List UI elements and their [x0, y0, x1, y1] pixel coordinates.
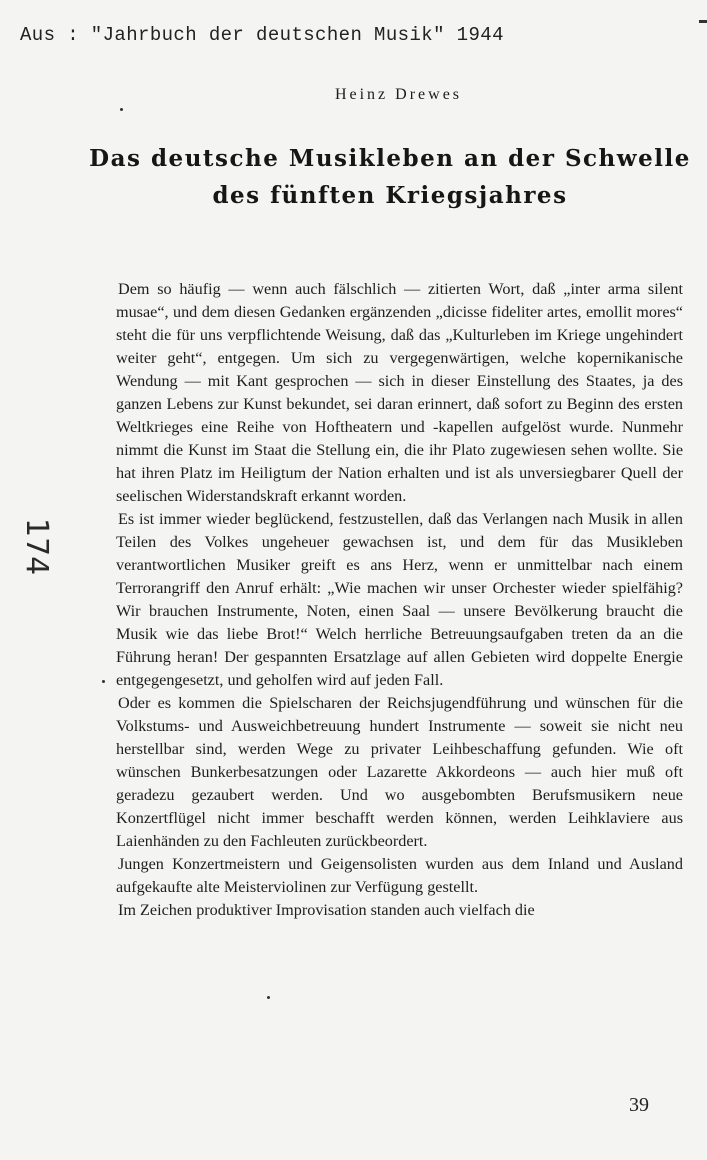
paragraph-5: Im Zeichen produktiver Improvisation standen auch vielfach die [118, 901, 535, 919]
author-name: Heinz Drewes [334, 86, 463, 103]
scan-speck [267, 996, 270, 999]
paragraph-3: Oder es kommen die Spielscharen der Reichsjugendführung und wünschen für die Volkstums- und Ausweichbetreuung hundert Instrumente — soweit sie nicht neu herstellbar sind, werden Wege zu privater Leihbeschaffung gefunden. Wie oft wünschen Bunkerbesatzungen oder Lazarette Akkordeons — auch hier muß oft geradezu gezaubert werden. Und wo ausgebombten Berufsmusikern neue Konzertflügel nicht immer beschafft werden können, werden Leihklaviere aus Laienhänden zu den Fachleuten zurückbeordert. [116, 694, 683, 850]
title-line-2: des fünften Kriegsjahres [212, 182, 568, 209]
scan-speck [102, 680, 105, 683]
scan-edge-mark [699, 20, 707, 23]
paragraph-2: Es ist immer wieder beglückend, festzustellen, daß das Verlangen nach Musik in allen Teilen des Volkes ungeheuer gewachsen ist, und dem für das Musikleben verantwortlichen Musiker greift es ans Herz, wenn er unmittelbar nach einem Terrorangriff den Anruf erhält: „Wie machen wir unser Orchester wieder spielfähig? Wir brauchen Instrumente, Noten, einen Saal — unsere Bevölkerung braucht die Musik wie das liebe Brot!“ Welch herrliche Betreuungsaufgaben treten da an die Führung heran! Der gespannten Ersatzlage auf allen Gebieten wird doppelte Energie entgegengesetzt, und geholfen wird auf jeden Fall. [116, 510, 683, 689]
handwritten-margin-note: 174 [19, 518, 54, 576]
article-title [80, 140, 700, 214]
article-body [116, 278, 683, 922]
source-header: Aus : "Jahrbuch der deutschen Musik" 1944 [20, 24, 504, 46]
paragraph-1: Dem so häufig — wenn auch fälschlich — zitierten Wort, daß „inter arma silent musae“, und dem diesen Gedanken ergänzenden „dicisse fideliter artes, emollit mores“ steht die für uns verpflichtende Weisung, daß das „Kulturleben im Kriege ungehindert weiter geht“, entgegen. Um sich zu vergegenwärtigen, welche kopernikanische Wendung — mit Kant gesprochen — sich in dieser Einstellung des Staates, ja des ganzen Lebens zur Kunst bekundet, sei daran erinnert, daß sofort zu Beginn des ersten Weltkrieges eine Reihe von Hoftheatern und -kapellen aufgelöst wurde. Nunmehr nimmt die Kunst im Staat die Stellung ein, die ihr Plato zugewiesen sehen wollte. Sie hat ihren Platz im Heiligtum der Nation erhalten und ist als unversiegbarer Quell der seelischen Widerstandskraft erkannt worden. [116, 280, 683, 505]
scan-speck [120, 108, 123, 111]
paragraph-4: Jungen Konzertmeistern und Geigensolisten wurden aus dem Inland und Ausland aufgekaufte alte Meisterviolinen zur Verfügung gestellt. [116, 855, 683, 896]
title-line-1: Das deutsche Musikleben an der Schwelle [89, 145, 691, 172]
page-number: 39 [629, 1094, 649, 1116]
